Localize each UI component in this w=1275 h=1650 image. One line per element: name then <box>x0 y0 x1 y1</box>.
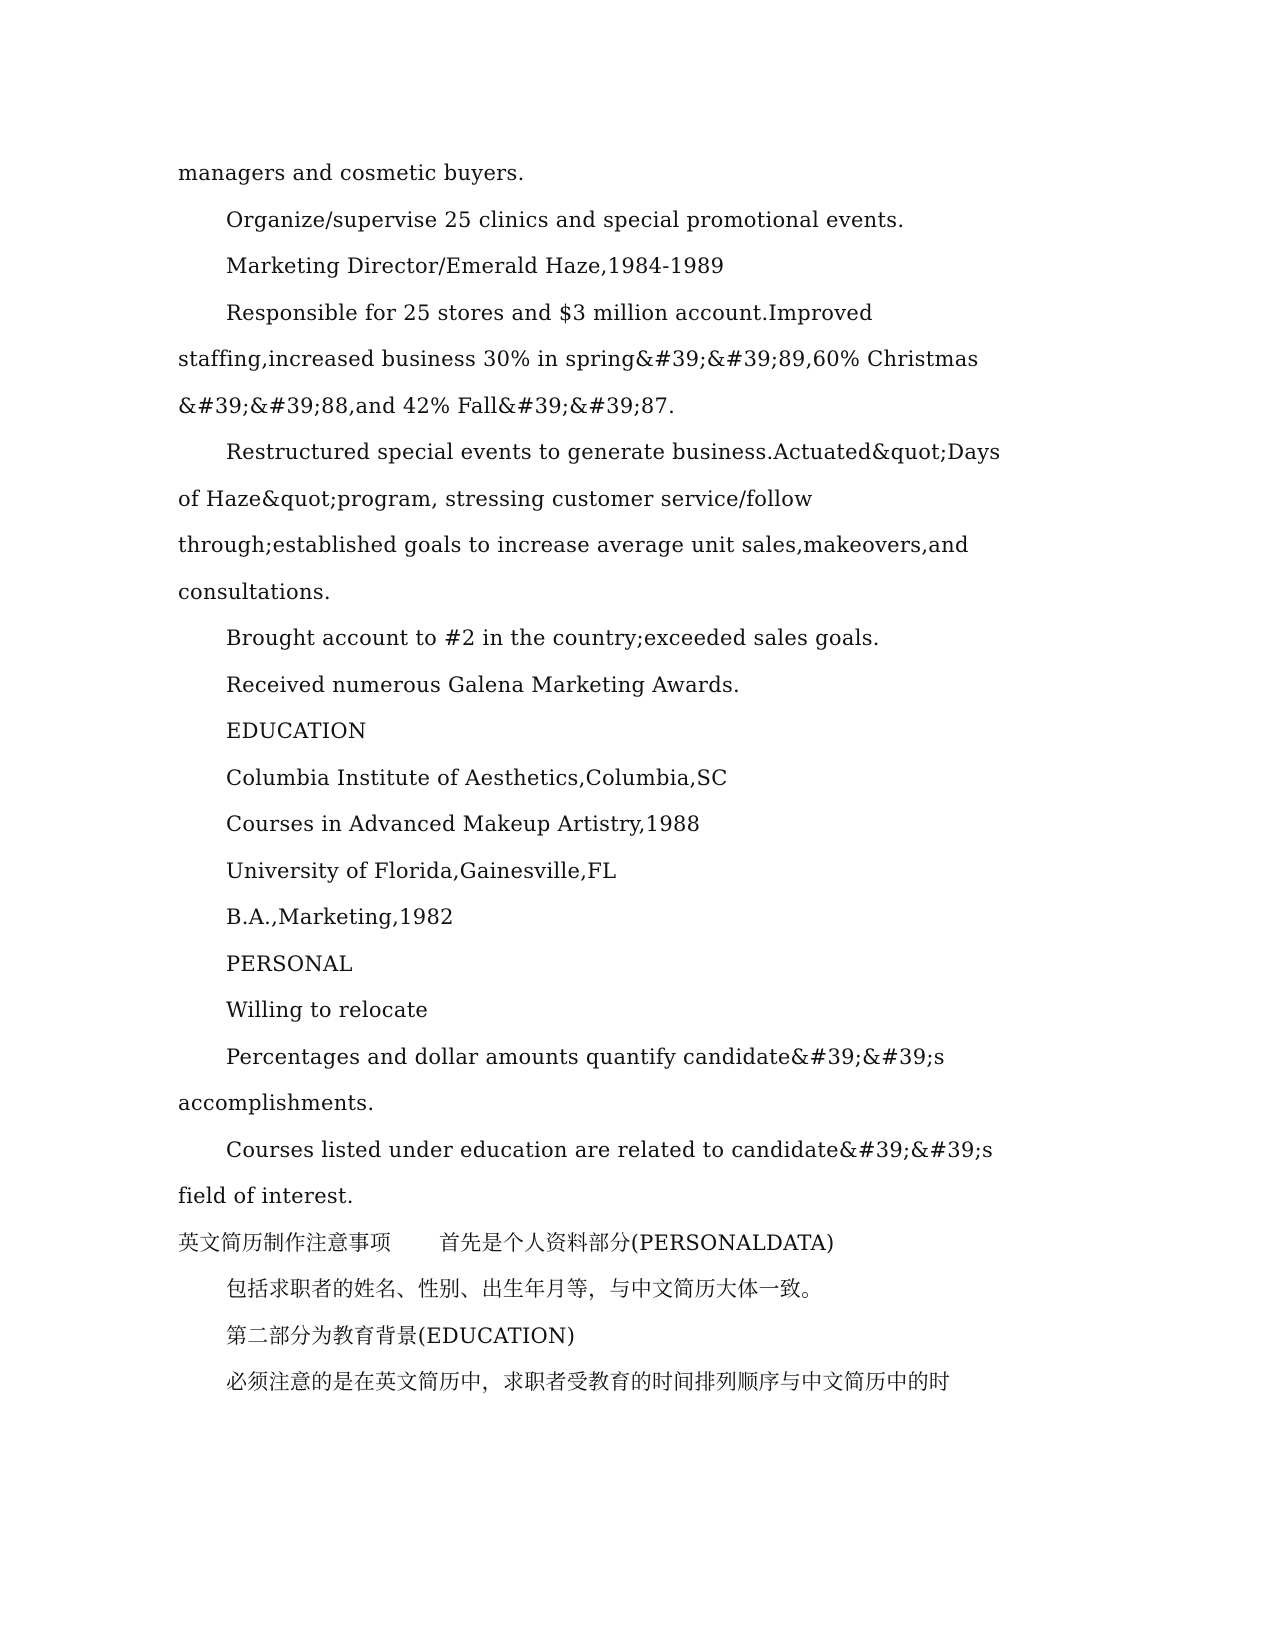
cjk-text-line: 第二部分为教育背景(EDUCATION) <box>226 1323 576 1348</box>
text-line: Received numerous Galena Marketing Awards. <box>226 672 741 697</box>
note-line: Percentages and dollar amounts quantify candidate&#39;&#39;s <box>226 1044 945 1069</box>
note-line: field of interest. <box>178 1184 354 1208</box>
text-line: Responsible for 25 stores and $3 million account.Improved <box>226 300 873 325</box>
text-line: of Haze&quot;program, stressing customer service/follow <box>178 486 813 511</box>
education-entry: University of Florida,Gainesville,FL <box>226 858 617 883</box>
document-body <box>178 150 1058 1406</box>
text-line: managers and cosmetic buyers. <box>178 161 525 185</box>
note-line: Courses listed under education are related to candidate&#39;&#39;s <box>226 1137 994 1162</box>
note-line: accomplishments. <box>178 1091 375 1115</box>
text-line: Restructured special events to generate business.Actuated&quot;Days <box>226 440 1001 464</box>
cjk-text-line: 必须注意的是在英文简历中，求职者受教育的时间排列顺序与中文简历中的时 <box>226 1370 951 1394</box>
personal-entry: Willing to relocate <box>226 998 429 1022</box>
education-entry: Courses in Advanced Makeup Artistry,1988 <box>226 812 701 836</box>
text-line: consultations. <box>178 579 331 604</box>
cjk-text-line: 包括求职者的姓名、性别、出生年月等，与中文简历大体一致。 <box>226 1277 823 1301</box>
text-line: Brought account to #2 in the country;exceeded sales goals. <box>226 626 880 650</box>
section-heading-education: EDUCATION <box>226 719 367 743</box>
education-entry: Columbia Institute of Aesthetics,Columbia,SC <box>226 765 728 790</box>
cjk-heading-line <box>178 1220 1058 1267</box>
cjk-heading-title: 英文简历制作注意事项 <box>178 1230 391 1255</box>
section-heading-personal: PERSONAL <box>226 951 353 976</box>
text-line: &#39;&#39;88,and 42% Fall&#39;&#39;87. <box>178 393 676 418</box>
cjk-heading-subtitle: 首先是个人资料部分(PERSONALDATA) <box>439 1230 835 1255</box>
education-entry: B.A.,Marketing,1982 <box>226 905 454 929</box>
text-line: staffing,increased business 30% in spring&#39;&#39;89,60% Christmas <box>178 347 979 371</box>
job-title-line: Marketing Director/Emerald Haze,1984-1989 <box>226 254 725 278</box>
text-line: through;established goals to increase average unit sales,makeovers,and <box>178 533 969 557</box>
text-line: Organize/supervise 25 clinics and special promotional events. <box>226 207 905 232</box>
